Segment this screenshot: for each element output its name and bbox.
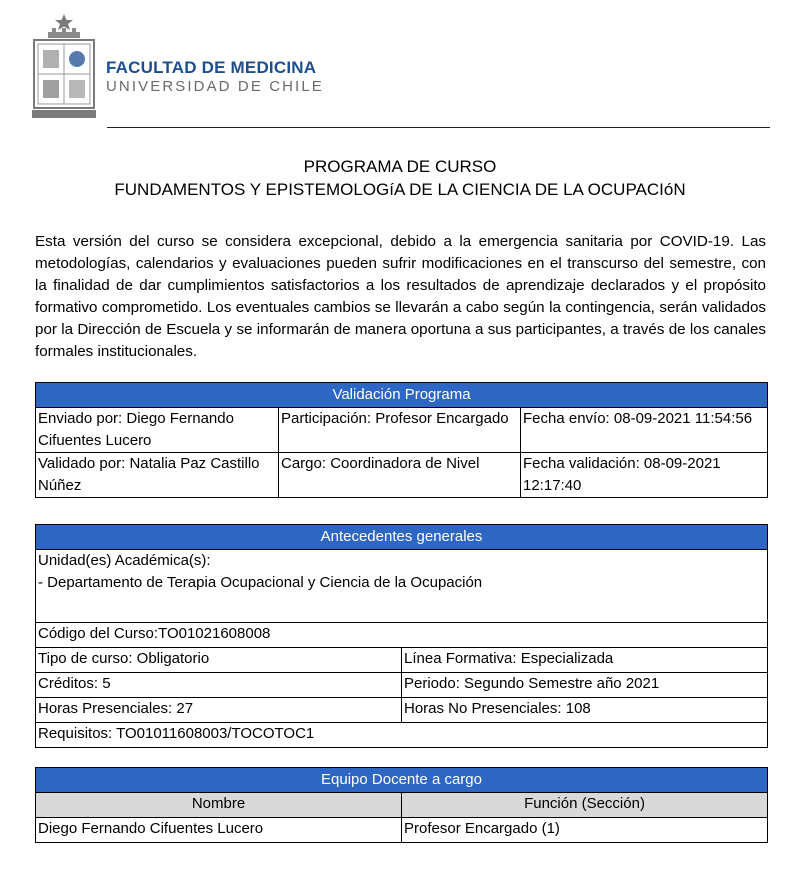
table-row xyxy=(36,550,768,623)
table-row xyxy=(36,673,768,698)
presential-hours-cell: Horas Presenciales: 27 xyxy=(36,698,402,723)
academic-unit-label: Unidad(es) Académica(s): xyxy=(38,552,211,569)
sent-by-cell: Enviado por: Diego Fernando Cifuentes Lucero xyxy=(36,408,279,453)
brand-text xyxy=(106,58,324,96)
role-cell: Cargo: Coordinadora de Nivel xyxy=(279,453,521,498)
requirements-cell: Requisitos: TO01011608003/TOCOTOC1 xyxy=(36,723,768,748)
teacher-name-cell: Diego Fernando Cifuentes Lucero xyxy=(36,818,402,843)
general-info-table xyxy=(35,524,768,748)
table-row xyxy=(36,648,768,673)
table-row xyxy=(36,623,768,648)
header-divider xyxy=(107,127,770,128)
table-header-row xyxy=(36,793,768,818)
validated-by-cell: Validado por: Natalia Paz Castillo Núñez xyxy=(36,453,279,498)
table-row xyxy=(36,408,768,453)
function-column-header: Función (Sección) xyxy=(402,793,768,818)
table-row xyxy=(36,818,768,843)
course-code-cell: Código del Curso:TO01021608008 xyxy=(36,623,768,648)
credits-cell: Créditos: 5 xyxy=(36,673,402,698)
validation-table xyxy=(35,382,768,498)
participation-cell: Participación: Profesor Encargado xyxy=(279,408,521,453)
table-row xyxy=(36,723,768,748)
non-presential-hours-cell: Horas No Presenciales: 108 xyxy=(402,698,768,723)
university-name: UNIVERSIDAD DE CHILE xyxy=(106,78,324,95)
university-crest-logo xyxy=(28,12,100,122)
period-cell: Periodo: Segundo Semestre año 2021 xyxy=(402,673,768,698)
formative-line-cell: Línea Formativa: Especializada xyxy=(402,648,768,673)
covid-notice: Esta versión del curso se considera excepcional, debido a la emergencia sanitaria por COVID-19. Las metodologías, calendarios y evaluaciones pueden sufrir modificaciones en el transcurso del semestre, con la finalidad de dar cumplimientos satisfactorios a los resultados de aprendizaje declarados y el propósito formativo comprometido. Los eventuales cambios se llevarán a cabo según la contingencia, serán validados por la Dirección de Escuela y se informarán de manera oportuna a sus participantes, a través de los canales formales institucionales. xyxy=(35,233,766,360)
table-row xyxy=(36,698,768,723)
page-header xyxy=(0,0,800,132)
validation-table-header: Validación Programa xyxy=(36,383,768,408)
sent-date-cell: Fecha envío: 08-09-2021 11:54:56 xyxy=(521,408,768,453)
teaching-team-table xyxy=(35,767,768,843)
course-title: FUNDAMENTOS Y EPISTEMOLOGíA DE LA CIENCIA DE LA OCUPACIóN xyxy=(114,180,686,199)
faculty-name: FACULTAD DE MEDICINA xyxy=(106,58,317,77)
academic-unit-value: - Departamento de Terapia Ocupacional y Ciencia de la Ocupación xyxy=(38,574,483,591)
course-type-cell: Tipo de curso: Obligatorio xyxy=(36,648,402,673)
table-row xyxy=(36,453,768,498)
general-info-header: Antecedentes generales xyxy=(36,525,768,550)
validation-date-cell: Fecha validación: 08-09-2021 12:17:40 xyxy=(521,453,768,498)
program-title: PROGRAMA DE CURSO xyxy=(303,157,497,176)
name-column-header: Nombre xyxy=(36,793,402,818)
teacher-function-cell: Profesor Encargado (1) xyxy=(402,818,768,843)
academic-unit-cell xyxy=(36,550,768,623)
teaching-team-header: Equipo Docente a cargo xyxy=(36,768,768,793)
